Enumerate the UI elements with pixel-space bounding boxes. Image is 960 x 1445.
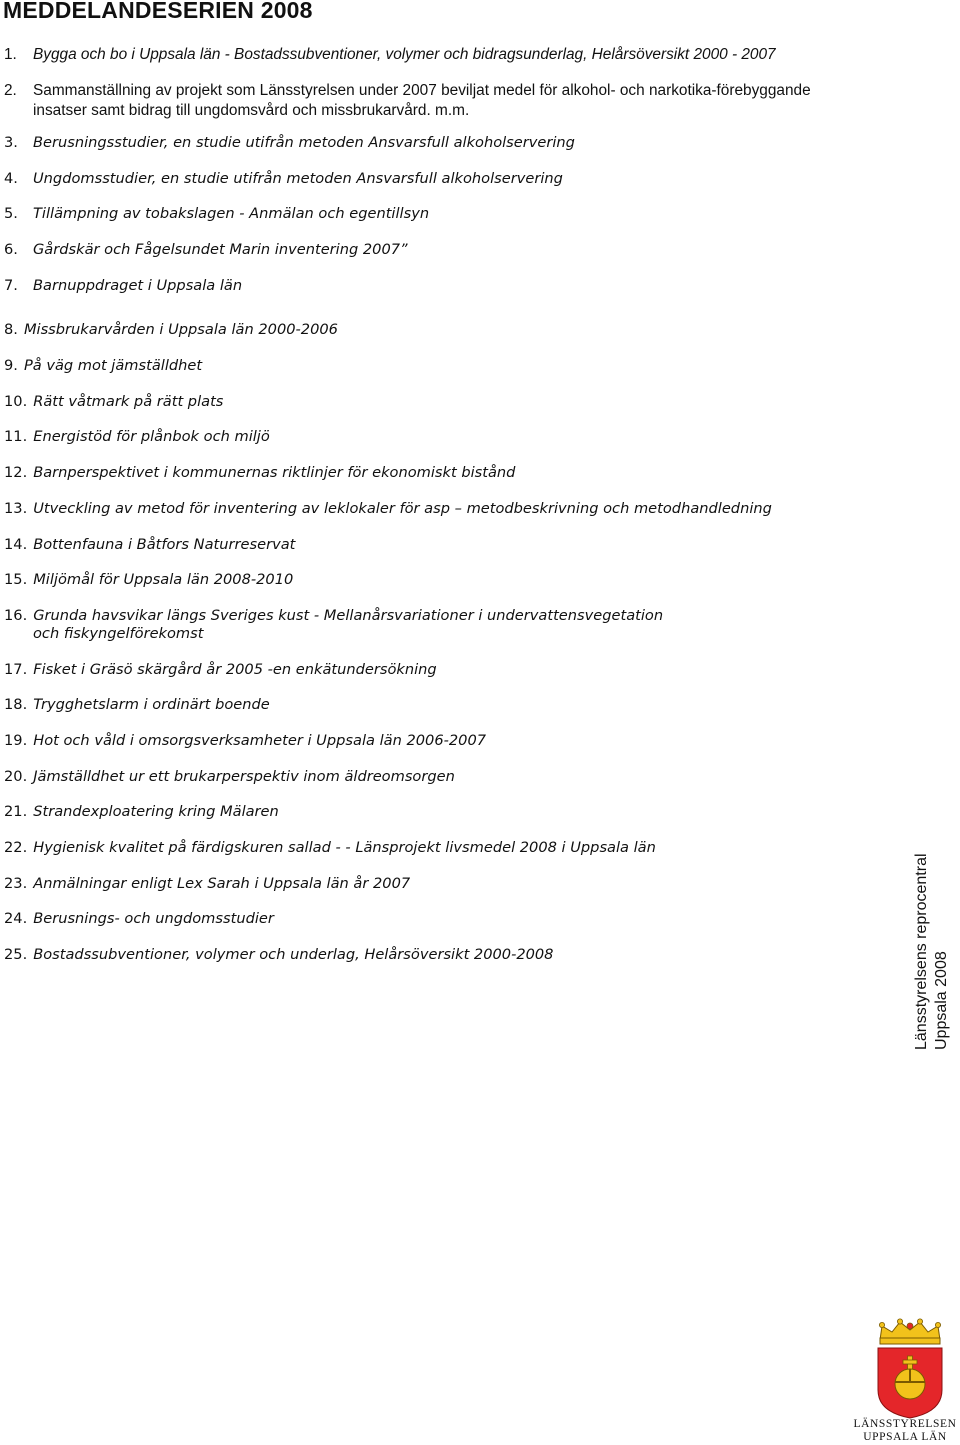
logo-text-line1: LÄNSSTYRELSEN <box>853 1418 957 1430</box>
item-number: 22. <box>4 839 28 856</box>
item-text: Energistöd för plånbok och miljö <box>33 428 270 445</box>
item-number: 25. <box>4 946 28 963</box>
item-text: Gårdskär och Fågelsundet Marin inventering 2007” <box>33 241 408 258</box>
item-text: Bostadssubventioner, volymer och underlag, Helårsöversikt 2000-2008 <box>33 946 554 963</box>
list-item <box>4 732 909 750</box>
list-item <box>4 696 909 714</box>
list-item <box>4 277 909 295</box>
list-item <box>4 428 909 446</box>
item-text: Berusnings- och ungdomsstudier <box>33 910 274 927</box>
item-number: 18. <box>4 696 28 713</box>
list-item <box>4 170 909 188</box>
item-text: Ungdomsstudier, en studie utifrån metoden Ansvarsfull alkoholservering <box>33 170 563 187</box>
item-text: På väg mot jämställdhet <box>23 357 203 374</box>
item-text: Trygghetslarm i ordinärt boende <box>33 696 270 713</box>
list-item <box>4 536 909 554</box>
list-item <box>4 464 909 482</box>
item-text: Tillämpning av tobakslagen - Anmälan och egentillsyn <box>33 205 430 222</box>
item-text: Fisket i Gräsö skärgård år 2005 -en enkätundersökning <box>33 661 437 678</box>
printer-location-year: Uppsala 2008 <box>933 951 950 1050</box>
item-number: 8. <box>4 321 18 338</box>
item-number: 12. <box>4 464 28 481</box>
list-item <box>4 571 909 589</box>
item-text: Barnuppdraget i Uppsala län <box>33 277 243 294</box>
item-text: Anmälningar enligt Lex Sarah i Uppsala län år 2007 <box>33 875 411 892</box>
item-number: 5. <box>4 205 18 222</box>
item-number: 9. <box>4 357 18 374</box>
item-text: Berusningsstudier, en studie utifrån metoden Ansvarsfull alkoholservering <box>33 134 575 151</box>
list-item <box>4 768 909 786</box>
item-text: Missbrukarvården i Uppsala län 2000-2006 <box>23 321 338 338</box>
item-number: 14. <box>4 536 28 553</box>
page-title: MEDDELANDESERIEN 2008 <box>3 0 313 23</box>
item-text: Hygienisk kvalitet på färdigskuren sallad - - Länsprojekt livsmedel 2008 i Uppsala län <box>33 839 656 856</box>
item-number: 13. <box>4 500 28 517</box>
item-number: 21. <box>4 803 28 820</box>
item-text: Barnperspektivet i kommunernas riktlinjer för ekonomiskt bistånd <box>33 464 516 481</box>
item-number: 19. <box>4 732 28 749</box>
item-text: Rätt våtmark på rätt plats <box>33 393 224 410</box>
item-number: 15. <box>4 571 28 588</box>
item-number: 23. <box>4 875 28 892</box>
item-number: 2. <box>4 82 17 99</box>
item-number: 1. <box>4 46 17 63</box>
item-text: Miljömål för Uppsala län 2008-2010 <box>33 571 294 588</box>
item-text: Bottenfauna i Båtfors Naturreservat <box>33 536 296 553</box>
item-text: Utveckling av metod för inventering av leklokaler för asp – metodbeskrivning och metodhandledning <box>33 500 772 517</box>
list-item <box>4 45 909 65</box>
item-text: Grunda havsvikar längs Sveriges kust - Mellanårsvariationer i undervattensvegetation <box>33 607 664 624</box>
list-item <box>4 946 909 964</box>
item-number: 20. <box>4 768 28 785</box>
printer-name: Länsstyrelsens reprocentral <box>913 853 930 1050</box>
item-text: Bygga och bo i Uppsala län - Bostadssubventioner, volymer och bidragsunderlag, Helårsöversikt 2000 - 2007 <box>33 46 776 63</box>
list-item <box>4 803 909 821</box>
list-item <box>4 241 909 259</box>
item-number: 7. <box>4 277 18 294</box>
printer-imprint <box>912 853 952 1050</box>
item-number: 24. <box>4 910 28 927</box>
item-number: 6. <box>4 241 18 258</box>
list-item <box>4 205 909 223</box>
list-item <box>4 321 909 339</box>
item-text: Jämställdhet ur ett brukarperspektiv inom äldreomsorgen <box>33 768 455 785</box>
logo-text-line2: UPPSALA LÄN <box>863 1431 947 1443</box>
list-item <box>4 839 909 857</box>
item-number: 11. <box>4 428 28 445</box>
item-number: 10. <box>4 393 28 410</box>
list-item <box>4 875 909 893</box>
item-number: 3. <box>4 134 18 151</box>
list-item <box>4 393 909 411</box>
item-text-continued: insatser samt bidrag till ungdomsvård och missbrukarvård. m.m. <box>33 101 470 119</box>
item-text: Strandexploatering kring Mälaren <box>33 803 279 820</box>
list-item <box>4 81 909 120</box>
item-text: Hot och våld i omsorgsverksamheter i Uppsala län 2006-2007 <box>33 732 487 749</box>
list-item <box>4 357 909 375</box>
list-item <box>4 910 909 928</box>
county-coat-of-arms-icon <box>872 1318 948 1424</box>
list-item <box>4 661 909 679</box>
item-number: 16. <box>4 607 28 624</box>
list-item <box>4 500 909 518</box>
item-text-continued: och fiskyngelförekomst <box>33 625 204 642</box>
list-item <box>4 134 909 152</box>
item-number: 4. <box>4 170 18 187</box>
list-item <box>4 607 909 643</box>
item-text: Sammanställning av projekt som Länsstyrelsen under 2007 beviljat medel för alkohol- och narkotika-förebyggande <box>33 82 811 99</box>
item-number: 17. <box>4 661 28 678</box>
